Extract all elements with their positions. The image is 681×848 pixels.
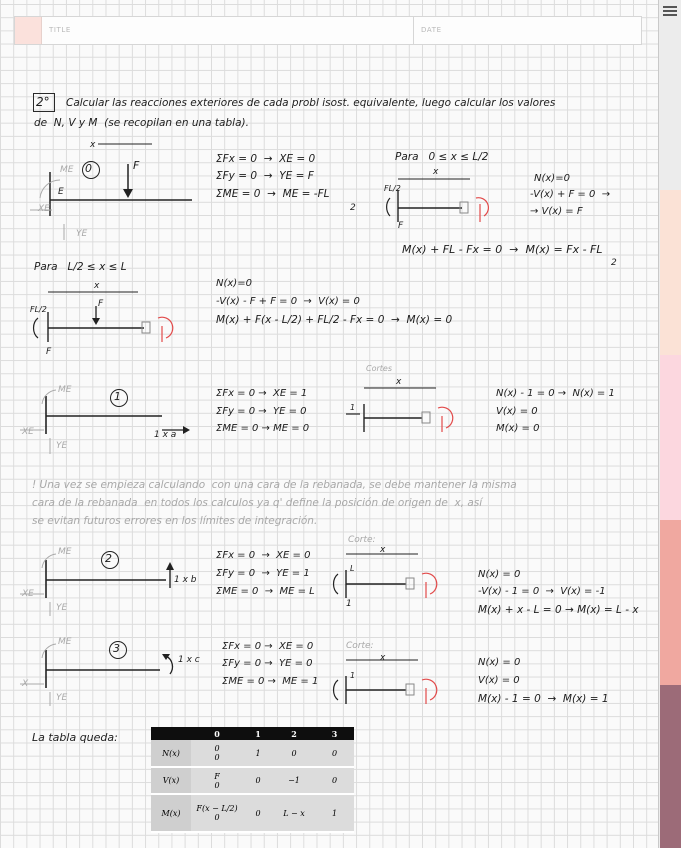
case2-label-circle <box>101 551 119 569</box>
cell-value-bottom: 0 <box>214 753 220 763</box>
case3-moment-label: ME <box>58 637 72 647</box>
case0-cut2-x: x <box>94 281 100 291</box>
problem-statement-line2: de N, V y M (se recopilan en una tabla). <box>34 117 249 129</box>
table-row <box>151 740 354 767</box>
table-row <box>151 794 354 832</box>
case0-cut1-x: x <box>433 167 439 177</box>
table-header-cell: 1 <box>243 727 273 740</box>
section-tab[interactable] <box>660 30 681 190</box>
case0-cut2-moment: FL/2 <box>30 305 47 314</box>
case0-moment-label: ME <box>60 165 74 175</box>
table-cell: 0 <box>315 767 354 794</box>
table-header-cell: 0 <box>191 727 243 740</box>
table-header-cell: 3 <box>315 727 354 740</box>
date-field-label[interactable]: DATE <box>421 26 442 34</box>
case1-cut-force: 1 <box>350 403 356 412</box>
problem-statement-line1: Calcular las reacciones exteriores de cada probl isost. equivalente, luego calcular los valores <box>66 97 556 109</box>
cell-value-top: F <box>214 771 220 781</box>
case2-eq-me: ΣME = 0 → ME = L <box>216 586 315 597</box>
note-line2: cara de la rebanada en todos los calculos ya q' define la posición de origen de x, así <box>32 497 483 509</box>
case3-eq-fy: ΣFy = 0 → YE = 0 <box>222 658 313 669</box>
case2-eq-fx: ΣFx = 0 → XE = 0 <box>216 550 311 561</box>
section-tab[interactable] <box>660 355 681 520</box>
case1-beam-diagram <box>20 382 190 457</box>
problem-number: 2° <box>36 95 50 109</box>
case0-r1-v2: → V(x) = F <box>530 206 583 217</box>
table-cell: 0 <box>243 794 273 832</box>
case0-ye-label: YE <box>76 229 88 239</box>
section-tab[interactable] <box>660 685 681 848</box>
case3-label-circle <box>109 641 127 659</box>
case1-eq-fy: ΣFy = 0 → YE = 0 <box>216 406 307 417</box>
case2-moment-label: ME <box>58 547 72 557</box>
case2-load-label: 1 x b <box>174 575 197 585</box>
case0-node-label: E <box>58 187 64 197</box>
case3-v: V(x) = 0 <box>478 675 520 686</box>
table-cell: 0 <box>315 740 354 767</box>
case0-cut1-force: F <box>398 221 404 231</box>
case2-cut-force: 1 <box>346 599 352 609</box>
menu-icon[interactable] <box>663 4 677 18</box>
case1-xe-label: XE <box>22 427 34 437</box>
case0-xe-label: XE <box>38 204 50 214</box>
case1-m: M(x) = 0 <box>496 423 540 434</box>
table-cell <box>191 794 243 832</box>
table-cell: 1 <box>243 740 273 767</box>
case1-moment-label: ME <box>58 385 72 395</box>
case3-eq-me: ΣME = 0 → ME = 1 <box>222 676 319 687</box>
case1-eq-fx: ΣFx = 0 → XE = 1 <box>216 388 308 399</box>
case0-r1-m-den: 2 <box>611 258 617 268</box>
table-row-label: V(x) <box>151 767 191 794</box>
note-line1: ! Una vez se empieza calculando con una cara de la rebanada, se debe mantener la misma <box>32 479 517 491</box>
case1-v: V(x) = 0 <box>496 406 538 417</box>
case0-range1: Para 0 ≤ x ≤ L/2 <box>395 151 489 163</box>
case1-cut-label: Cortes <box>366 364 392 373</box>
case0-dim-label: x <box>90 140 96 150</box>
header-color-swatch <box>15 17 42 44</box>
case1-load-label: 1 x a <box>154 430 177 440</box>
case3-cut-diagram <box>332 653 462 712</box>
case0-eq-fx: ΣFx = 0 → XE = 0 <box>216 153 316 165</box>
case3-label: 3 <box>113 642 120 655</box>
case0-r2-m: M(x) + F(x - L/2) + FL/2 - Fx = 0 → M(x) = 0 <box>216 314 453 326</box>
case2-cut-x: x <box>380 545 386 555</box>
title-field-label[interactable]: TITLE <box>49 26 71 34</box>
case0-r1-n: N(x)=0 <box>534 173 570 184</box>
case3-cut-x: x <box>380 653 386 663</box>
case3-ye-label: YE <box>56 693 68 703</box>
table-cell: L − x <box>273 794 315 832</box>
case0-r2-n: N(x)=0 <box>216 278 252 289</box>
case0-label-circle <box>82 161 100 179</box>
header-divider <box>413 17 414 44</box>
cell-value-bottom: 0 <box>214 780 220 790</box>
table-row-label: M(x) <box>151 794 191 832</box>
case0-cut1-moment: FL/2 <box>384 184 401 193</box>
case1-cut-x: x <box>396 377 402 387</box>
case3-cut-moment: 1 <box>350 671 356 680</box>
case3-n: N(x) = 0 <box>478 657 521 668</box>
section-tab[interactable] <box>660 190 681 355</box>
cell-value-top: F(x − L/2) <box>196 804 238 814</box>
case0-beam-diagram <box>30 136 200 246</box>
table-header-cell <box>151 727 191 740</box>
case1-eq-me: ΣME = 0 → ME = 0 <box>216 423 310 434</box>
case2-cut-moment: L <box>350 564 355 573</box>
case2-cut-label: Corte: <box>348 535 376 545</box>
case0-range2: Para L/2 ≤ x ≤ L <box>34 261 127 273</box>
case1-cut-diagram <box>342 377 472 440</box>
cell-value-bottom: 0 <box>214 813 220 823</box>
table-header-cell: 2 <box>273 727 315 740</box>
case0-cut2-diagram <box>28 282 188 362</box>
case2-m: M(x) + x - L = 0 → M(x) = L - x <box>478 604 639 616</box>
table-cell: 1 <box>315 794 354 832</box>
case0-eq-fy: ΣFy = 0 → YE = F <box>216 170 314 182</box>
case1-n: N(x) - 1 = 0 → N(x) = 1 <box>496 388 615 399</box>
table-cell <box>191 740 243 767</box>
case0-load-label: F <box>133 159 140 172</box>
results-table <box>151 727 354 833</box>
table-header-row <box>151 727 354 740</box>
case2-n: N(x) = 0 <box>478 569 521 580</box>
page-header <box>14 16 642 45</box>
case0-r1-v: -V(x) + F = 0 → <box>530 189 611 200</box>
case3-x-label: X <box>22 679 29 689</box>
note-line3: se evitan futuros errores en los límites de integración. <box>32 515 318 527</box>
case2-label: 2 <box>105 552 112 565</box>
case0-cut2-load: F <box>98 299 104 309</box>
case0-eq-me: ΣME = 0 → ME = -FL <box>216 188 330 200</box>
case2-xe-label: XE <box>22 589 34 599</box>
cell-value-top: 0 <box>214 744 220 754</box>
notebook-sidebar <box>658 0 681 848</box>
case2-ye-label: YE <box>56 603 68 613</box>
table-row-label: N(x) <box>151 740 191 767</box>
table-row <box>151 767 354 794</box>
case0-cut2-force: F <box>46 347 52 357</box>
case0-r2-v: -V(x) - F + F = 0 → V(x) = 0 <box>216 296 360 307</box>
case1-ye-label: YE <box>56 441 68 451</box>
table-cell: −1 <box>273 767 315 794</box>
case0-cut1-diagram <box>384 167 514 230</box>
table-cell: 0 <box>243 767 273 794</box>
case0-eq-me-den: 2 <box>350 203 356 213</box>
case3-cut-label: Corte: <box>346 641 374 651</box>
case2-eq-fy: ΣFy = 0 → YE = 1 <box>216 568 310 579</box>
case1-label: 1 <box>114 390 121 403</box>
case0-label: 0 <box>85 162 92 175</box>
case0-r1-m: M(x) + FL - Fx = 0 → M(x) = Fx - FL <box>402 243 603 256</box>
table-cell: 0 <box>273 740 315 767</box>
table-cell <box>191 767 243 794</box>
case0-load-arrowhead <box>123 189 133 198</box>
case3-load-label: 1 x c <box>178 655 200 665</box>
case3-m: M(x) - 1 = 0 → M(x) = 1 <box>478 693 609 705</box>
table-intro: La tabla queda: <box>32 731 118 744</box>
case1-label-circle <box>110 389 128 407</box>
case3-eq-fx: ΣFx = 0 → XE = 0 <box>222 641 314 652</box>
case2-v: -V(x) - 1 = 0 → V(x) = -1 <box>478 586 606 597</box>
section-tab[interactable] <box>660 520 681 685</box>
